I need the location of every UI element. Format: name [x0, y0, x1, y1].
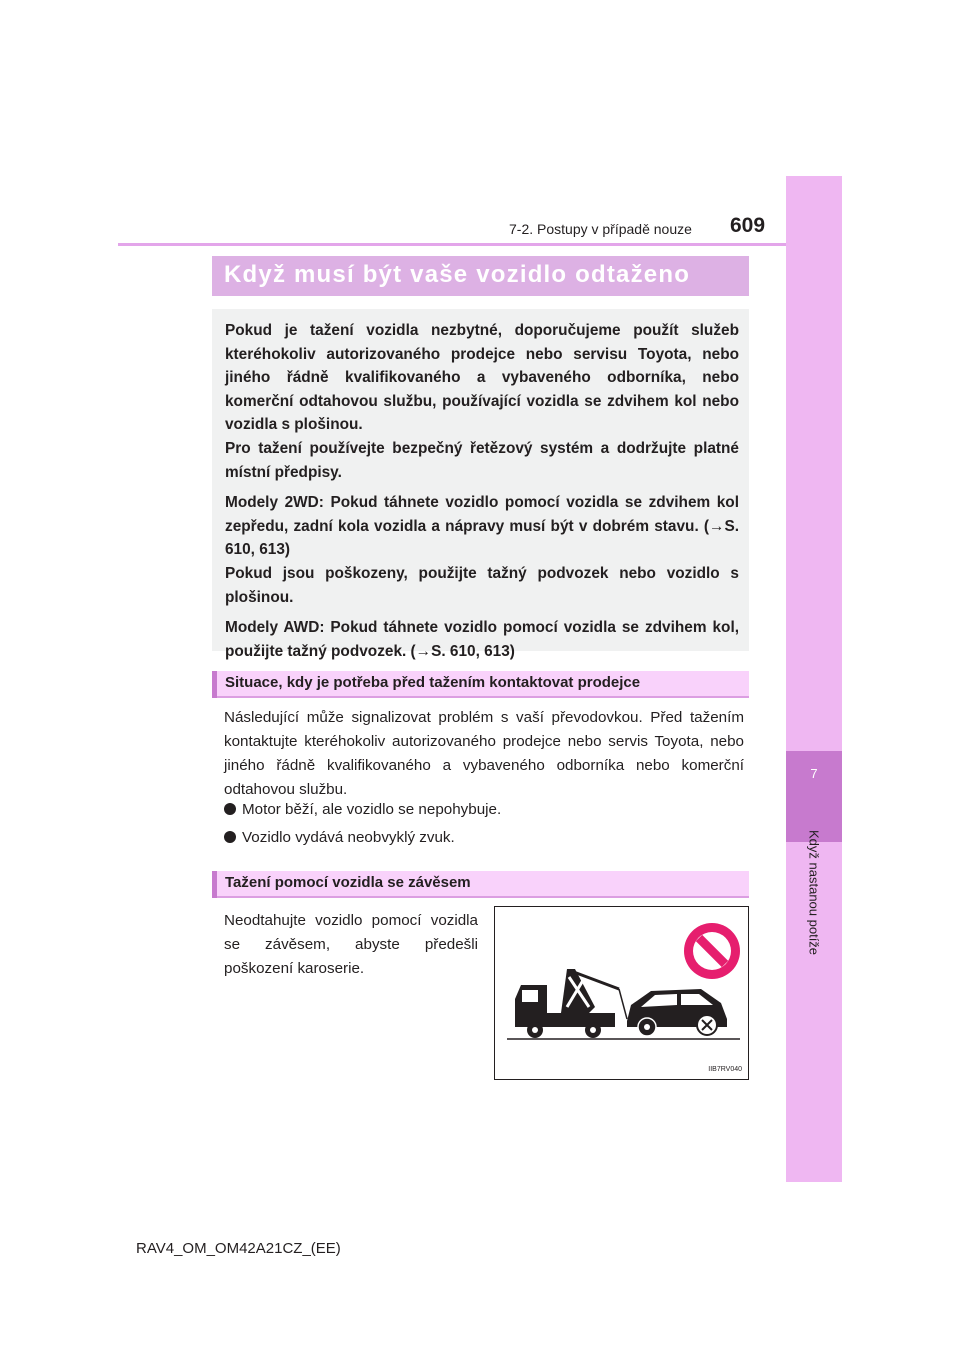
section1-bullet-2 — [224, 826, 455, 850]
info-paragraph-2 — [225, 491, 739, 609]
chapter-title: Když nastanou potíže — [806, 830, 822, 956]
section2-heading: Tažení pomocí vozidla se závěsem — [225, 874, 471, 891]
figure-code: IIB7RV040 — [708, 1066, 742, 1073]
bullet-text-2: Vozidlo vydává neobvyklý zvuk. — [242, 829, 455, 846]
bullet-text-1: Motor běží, ale vozidlo se nepohybuje. — [242, 801, 502, 818]
info-para4: Pokud jsou poškozeny, použijte tažný podvozek nebo vozidlo s plošinou. — [225, 564, 739, 606]
info-para2: Pro tažení používejte bezpečný řetězový systém a dodržujte platné místní předpisy. — [225, 439, 739, 481]
section2-heading-bar — [212, 871, 749, 898]
section2-text: Neodtahujte vozidlo pomocí vozidla se závěsem, abyste předešli poškození karoserie. — [224, 912, 478, 977]
info-para5: Modely AWD: Pokud táhnete vozidlo pomocí vozidla se zdvihem kol, použijte tažný podvozek. (→S. 610, 613) — [225, 619, 739, 660]
page-number: 609 — [730, 214, 766, 237]
section1-bullet-1 — [224, 798, 501, 822]
section1-heading-bar — [212, 671, 749, 698]
section2-heading-accent — [212, 871, 217, 898]
bullet-dot-icon — [224, 831, 236, 843]
section-reference: 7-2. Postupy v případě nouze — [509, 221, 692, 237]
section1-heading: Situace, kdy je potřeba před tažením kontaktovat prodejce — [225, 674, 641, 691]
info-box — [212, 309, 749, 660]
section1-heading-accent — [212, 671, 217, 698]
tow-figure — [494, 906, 749, 1080]
tow-truck-illustration — [495, 907, 748, 1079]
prohibition-icon — [684, 923, 740, 979]
info-para1: Pokud je tažení vozidla nezbytné, doporučujeme použít služeb kteréhokoliv autorizovaného prodejce nebo servisu Toyota, nebo jiného řádně kvalifikovaného a vybaveného odborníka, nebo komerční odtahovou službu, používající vozidla se zdvihem kol nebo vozidla s plošinou. — [225, 322, 739, 434]
chapter-title-vertical — [786, 818, 842, 968]
page-title: Když musí být vaše vozidlo odtaženo — [224, 261, 691, 288]
chapter-number: 7 — [810, 766, 818, 781]
section1-text: Následující může signalizovat problém s vaší převodovkou. Před tažením kontaktujte kteréhokoliv autorizovaného prodejce nebo servis Toyota, nebo jiného řádně kvalifikovaného a vybaveného odborníka nebo komerční odtahovou službu. — [224, 709, 744, 798]
footer-code: RAV4_OM_OM42A21CZ_(EE) — [136, 1240, 341, 1257]
info-paragraph-1 — [225, 319, 739, 484]
bullet-dot-icon — [224, 803, 236, 815]
info-para3: Modely 2WD: Pokud táhnete vozidlo pomocí vozidla se zdvihem kol zepředu, zadní kola vozidla a nápravy musí být v dobrém stavu. (→S. 610, 613) — [225, 494, 739, 559]
header-rule — [118, 243, 786, 246]
chapter-side-tab — [786, 176, 842, 1182]
info-paragraph-3 — [225, 616, 739, 663]
